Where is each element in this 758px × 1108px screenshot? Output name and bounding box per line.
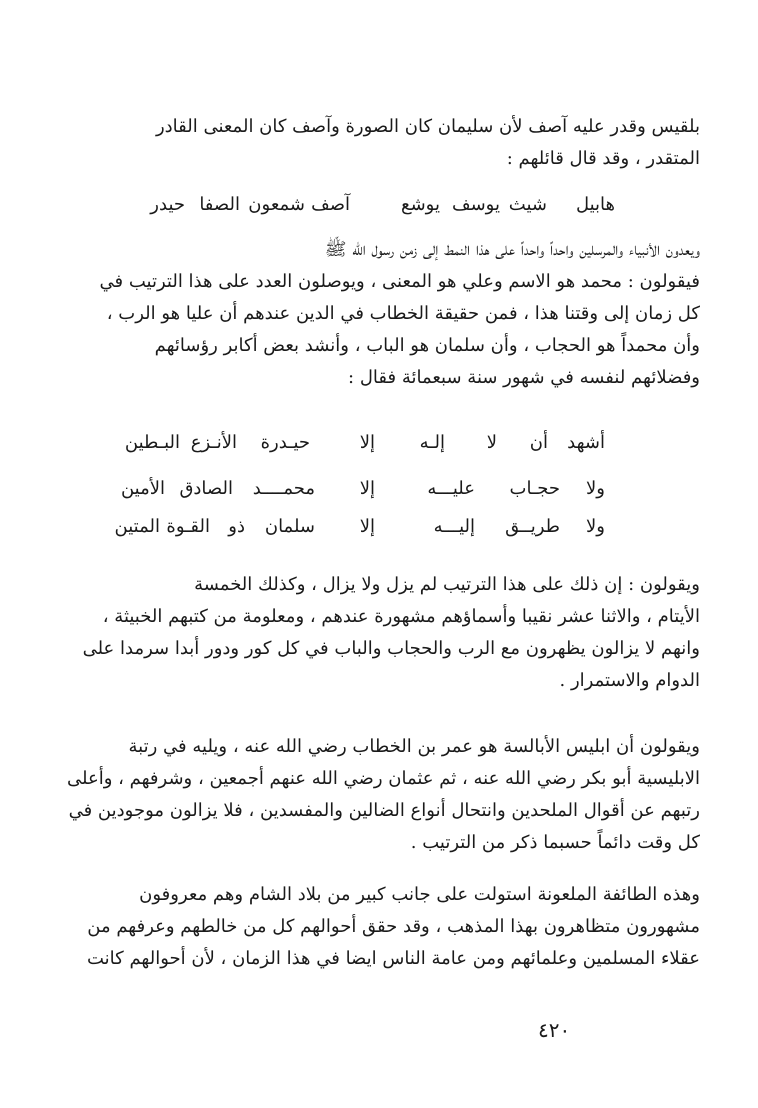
text-line: الدوام والاستمرار . [559,670,700,691]
text-line: مشهورون متظاهرون بهذا المذهب ، وقد حقق أحوالهم كل من خالطهم وعرفهم من [87,916,700,937]
name-word: يوشع [401,194,440,215]
name-word: يوسف [451,194,500,215]
verse-word: البـطين [124,432,180,453]
verse-word: الأنـزع [190,432,237,453]
text-line: بلقيس وقدر عليه آصف لأن سليمان كان الصورة وآصف كان المعنى القادر [155,116,700,137]
paragraph-5 [62,879,700,975]
name-word: آصف [311,194,350,215]
verse-word: الأمين [120,478,165,499]
text-line: فيقولون : محمد هو الاسم وعلي هو المعنى ، ويوصلون العدد على هذا الترتيب في [99,271,700,292]
verse-word: حجـاب [509,478,560,499]
text-line: كل وقت دائماً حسبما ذكر من الترتيب . [410,832,700,853]
text-line: المتقدر ، وقد قال قائلهم : [506,148,700,169]
text-line: كل زمان إلى وقتنا هذا ، فمن حقيقة الخطاب في الدين عندهم أن عليا هو الرب ، [106,303,700,324]
paragraph-2 [62,234,700,394]
text-line: عقلاء المسلمين وعلمائهم ومن عامة الناس ايضا في هذا الزمان ، لأن أحوالهم كانت [86,948,700,969]
page-number: ٤٢٠ [538,1018,571,1042]
verse-word: إليـــه [433,516,475,537]
verse-word: طريــق [505,516,560,537]
verse-word: حيـدرة [260,432,310,453]
verse-word: محمــــد [252,478,315,499]
verse-word: إلا [359,516,375,537]
text-line: ويقولون : إن ذلك على هذا الترتيب لم يزل ولا يزال ، وكذلك الخمسة [194,574,700,595]
paragraph-3 [62,569,700,697]
name-word: شيث [508,194,547,215]
verse-word: سلمان [264,516,315,537]
verse-word: إلا [359,432,375,453]
verse-word: أن [529,432,548,453]
verse-word: ذو [228,516,245,537]
verse-word: إلـه [419,432,445,453]
text-line: رتبهم عن أقوال الملحدين وانتحال أنواع الضالين والمفسدين ، فلا يزالون موجودين في [68,800,700,821]
text-line: وانهم لا يزالون يظهرون مع الرب والحجاب والباب في كل كور ودور أبدا سرمدا على [82,638,700,659]
verse-word: لا [486,432,497,453]
name-word: هابيل [575,194,615,215]
name-word: شمعون [248,194,305,215]
verse-word: عليـــه [427,478,475,499]
text-line: الابليسية أبو بكر رضي الله عنه ، ثم عثمان رضي الله عنهم أجمعين ، وشرفهم ، وأعلى [67,768,700,789]
verse-word: المتين [114,516,160,537]
verse-line-1 [124,428,605,458]
verse-word: أشهد [567,432,605,453]
name-word: حيدر [150,194,185,215]
text-line: ويقولون أن ابليس الأبالسة هو عمر بن الخطاب رضي الله عنه ، ويليه في رتبة [128,736,700,757]
paragraph-1 [62,111,700,175]
verse-word: القـوة [166,516,210,537]
text-line: وأن محمداً هو الحجاب ، وأن سلمان هو الباب ، وأنشد بعض أكابر رؤسائهم [154,335,700,356]
verse-word: ولا [586,516,605,537]
text-line: وفضلائهم لنفسه في شهور سنة سبعمائة فقال : [348,367,700,388]
verse-word: الصادق [179,478,233,499]
text-line: الأيتام ، والاثنا عشر نقيبا وأسماؤهم مشهورة عندهم ، ومعلومة من كتبهم الخبيثة ، [102,606,700,627]
verse-line-2 [120,474,605,504]
verse-word: إلا [359,478,375,499]
name-word: الصفا [199,194,240,215]
text-line: وهذه الطائفة الملعونة استولت على جانب كبير من بلاد الشام وهم معروفون [139,884,700,905]
verse-line-3 [114,512,605,542]
verse-word: ولا [586,478,605,499]
paragraph-4 [62,731,700,859]
text-line: ويعدون الأنبياء والمرسلين واحداً واحداً على هذا النمط إلى زمن رسول الله ﷺ [324,239,700,260]
